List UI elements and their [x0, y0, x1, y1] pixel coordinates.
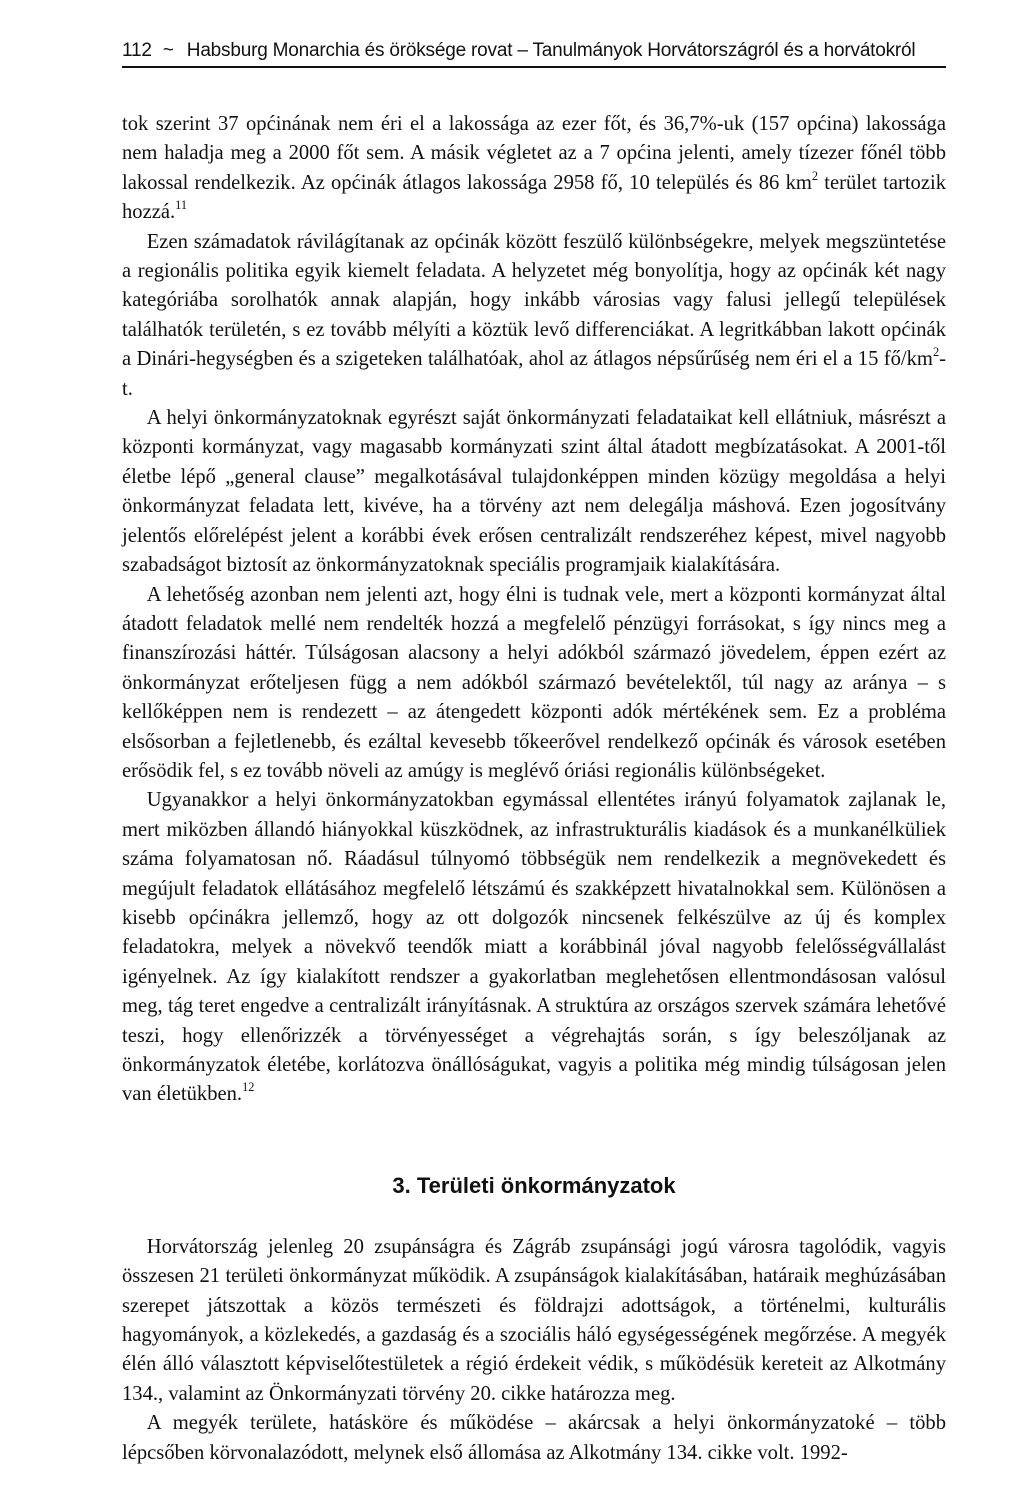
running-header [122, 40, 946, 68]
running-title: Habsburg Monarchia és öröksége rovat – Tanulmányok Horvátországról és a horvátokról [186, 40, 916, 61]
superscript-2: 2 [811, 168, 819, 183]
superscript-2b: 2 [932, 345, 940, 360]
page-body [122, 110, 946, 1468]
footnote-ref-11: 11 [175, 198, 188, 213]
paragraph-3: A helyi önkormányzatoknak egyrészt saját önkormányzati feladataikat kell ellátniuk, másrészt a központi kormányzat, vagy magasabb kormányzati szint által átadott megbízatásokat. A 2001-től életbe lépő „general clause” megalkotásával tulajdonképpen minden közügy megoldása a helyi önkormányzat feladata lett, kivéve, ha a törvény azt nem delegálja máshová. Ezen jogosítvány jelentős előrelépést jelent a korábbi évek erősen centralizált rendszeréhez képest, mivel nagyobb szabadságot biztosít az önkormányzatoknak speciális programjaik kialakítására. [122, 407, 946, 577]
paragraph-4: A lehetőség azonban nem jelenti azt, hogy élni is tudnak vele, mert a központi kormányzat által átadott feladatok mellé nem rendelték hozzá a megfelelő pénzügyi forrásokat, s így nincs meg a finanszírozási háttér. Túlságosan alacsony a helyi adókból származó jövedelem, éppen ezért az önkormányzat erőteljesen függ a nem adókból származó bevételektől, túl nagy az aránya – s kellőképpen nem is rendezett – az átengedett központi adók mértékének sem. Ez a probléma elsősorban a fejletlenebb, és ezáltal kevesebb tőkeerővel rendelkező općinák és városok esetében erősödik fel, s ez tovább növeli az amúgy is meglévő óriási regionális különbségeket. [122, 583, 946, 782]
header-separator: ~ [162, 40, 174, 61]
section-paragraph-1: Horvátország jelenleg 20 zsupánságra és Zágráb zsupánsági jogú városra tagolódik, vagyis összesen 21 területi önkormányzat működik. A zsupánságok kialakításában, határaik meghúzásában szerepet játszottak a közös természeti és földrajzi adottságok, a történelmi, kulturális hagyományok, a közlekedés, a gazdaság és a szociális háló egységességének megőrzése. A megyék élén álló választott képviselőtestületek a régió érdekeit védik, s működésük kereteit az Alkotmány 134., valamint az Önkormányzati törvény 20. cikke határozza meg. [122, 1235, 946, 1405]
paragraph-5: Ugyanakkor a helyi önkormányzatokban egymással ellentétes irányú folyamatok zajlanak le, mert miközben állandó hiányokkal küszködnek, az infrastrukturális kiadások és a munkanélküliek száma folyamatosan nő. Ráadásul túlnyomó többségük nem rendelkezik a megnövekedett és megújult feladatok ellátásához megfelelő létszámú és szakképzett hivatalnokkal sem. Különösen a kisebb općinákra jellemző, hogy az ott dolgozók nincsenek felkészülve az új és komplex feladatokra, melyek a növekvő teendők miatt a korábbinál jóval nagyobb felelősségvállalást igényelnek. Az így kialakított rendszer a gyakorlatban meglehetősen ellentmondásosan valósul meg, tág teret engedve a centralizált irányításnak. A struktúra az országos szervek számára lehetővé teszi, hogy ellenőrizzék a törvényességet a végrehajtás során, s így beleszóljanak az önkormányzatok életébe, korlátozva önállóságukat, vagyis a politika még mindig túlságosan jelen van életükben.$^{12}$ [122, 789, 946, 1106]
paragraph-1: tok szerint 37 općinának nem éri el a lakossága az ezer főt, és 36,7%-uk (157 općina) lakossága nem haladja meg a 2000 főt sem. A másik végletet az a 7 općina jelenti, amely tízezer főnél több lakossal rendelkezik. Az općinák átlagos lakossága 2958 fő, 10 település és 86 $km^2$ terület tartozik hozzá.$^{11}$ [122, 113, 946, 224]
page-number: 112 [122, 40, 152, 61]
paragraph-2: Ezen számadatok rávilágítanak az općinák között feszülő különbségekre, melyek megszüntetése a regionális politika egyik kiemelt feladata. A helyzetet még bonyolítja, hogy az općinák két nagy kategóriába sorolhatók annak alapján, hogy inkább városias vagy falusi jellegű települések találhatók területén, s ez tovább mélyíti a köztük levő differenciákat. A legritkábban lakott općinák a Dinári-hegységben és a szigeteken találhatóak, ahol az átlagos népsűrűség nem éri el a 15 $fő/km^2-t$. [122, 230, 946, 400]
section-heading: 3. Területi önkormányzatok [392, 1172, 676, 1198]
footnote-ref-12: 12 [242, 1080, 255, 1095]
section-paragraph-2: A megyék területe, hatásköre és működése – akárcsak a helyi önkormányzatoké – több lépcsőben körvonalazódott, melynek első állomása az Alkotmány 134. cikke volt. 1992- [122, 1412, 946, 1464]
